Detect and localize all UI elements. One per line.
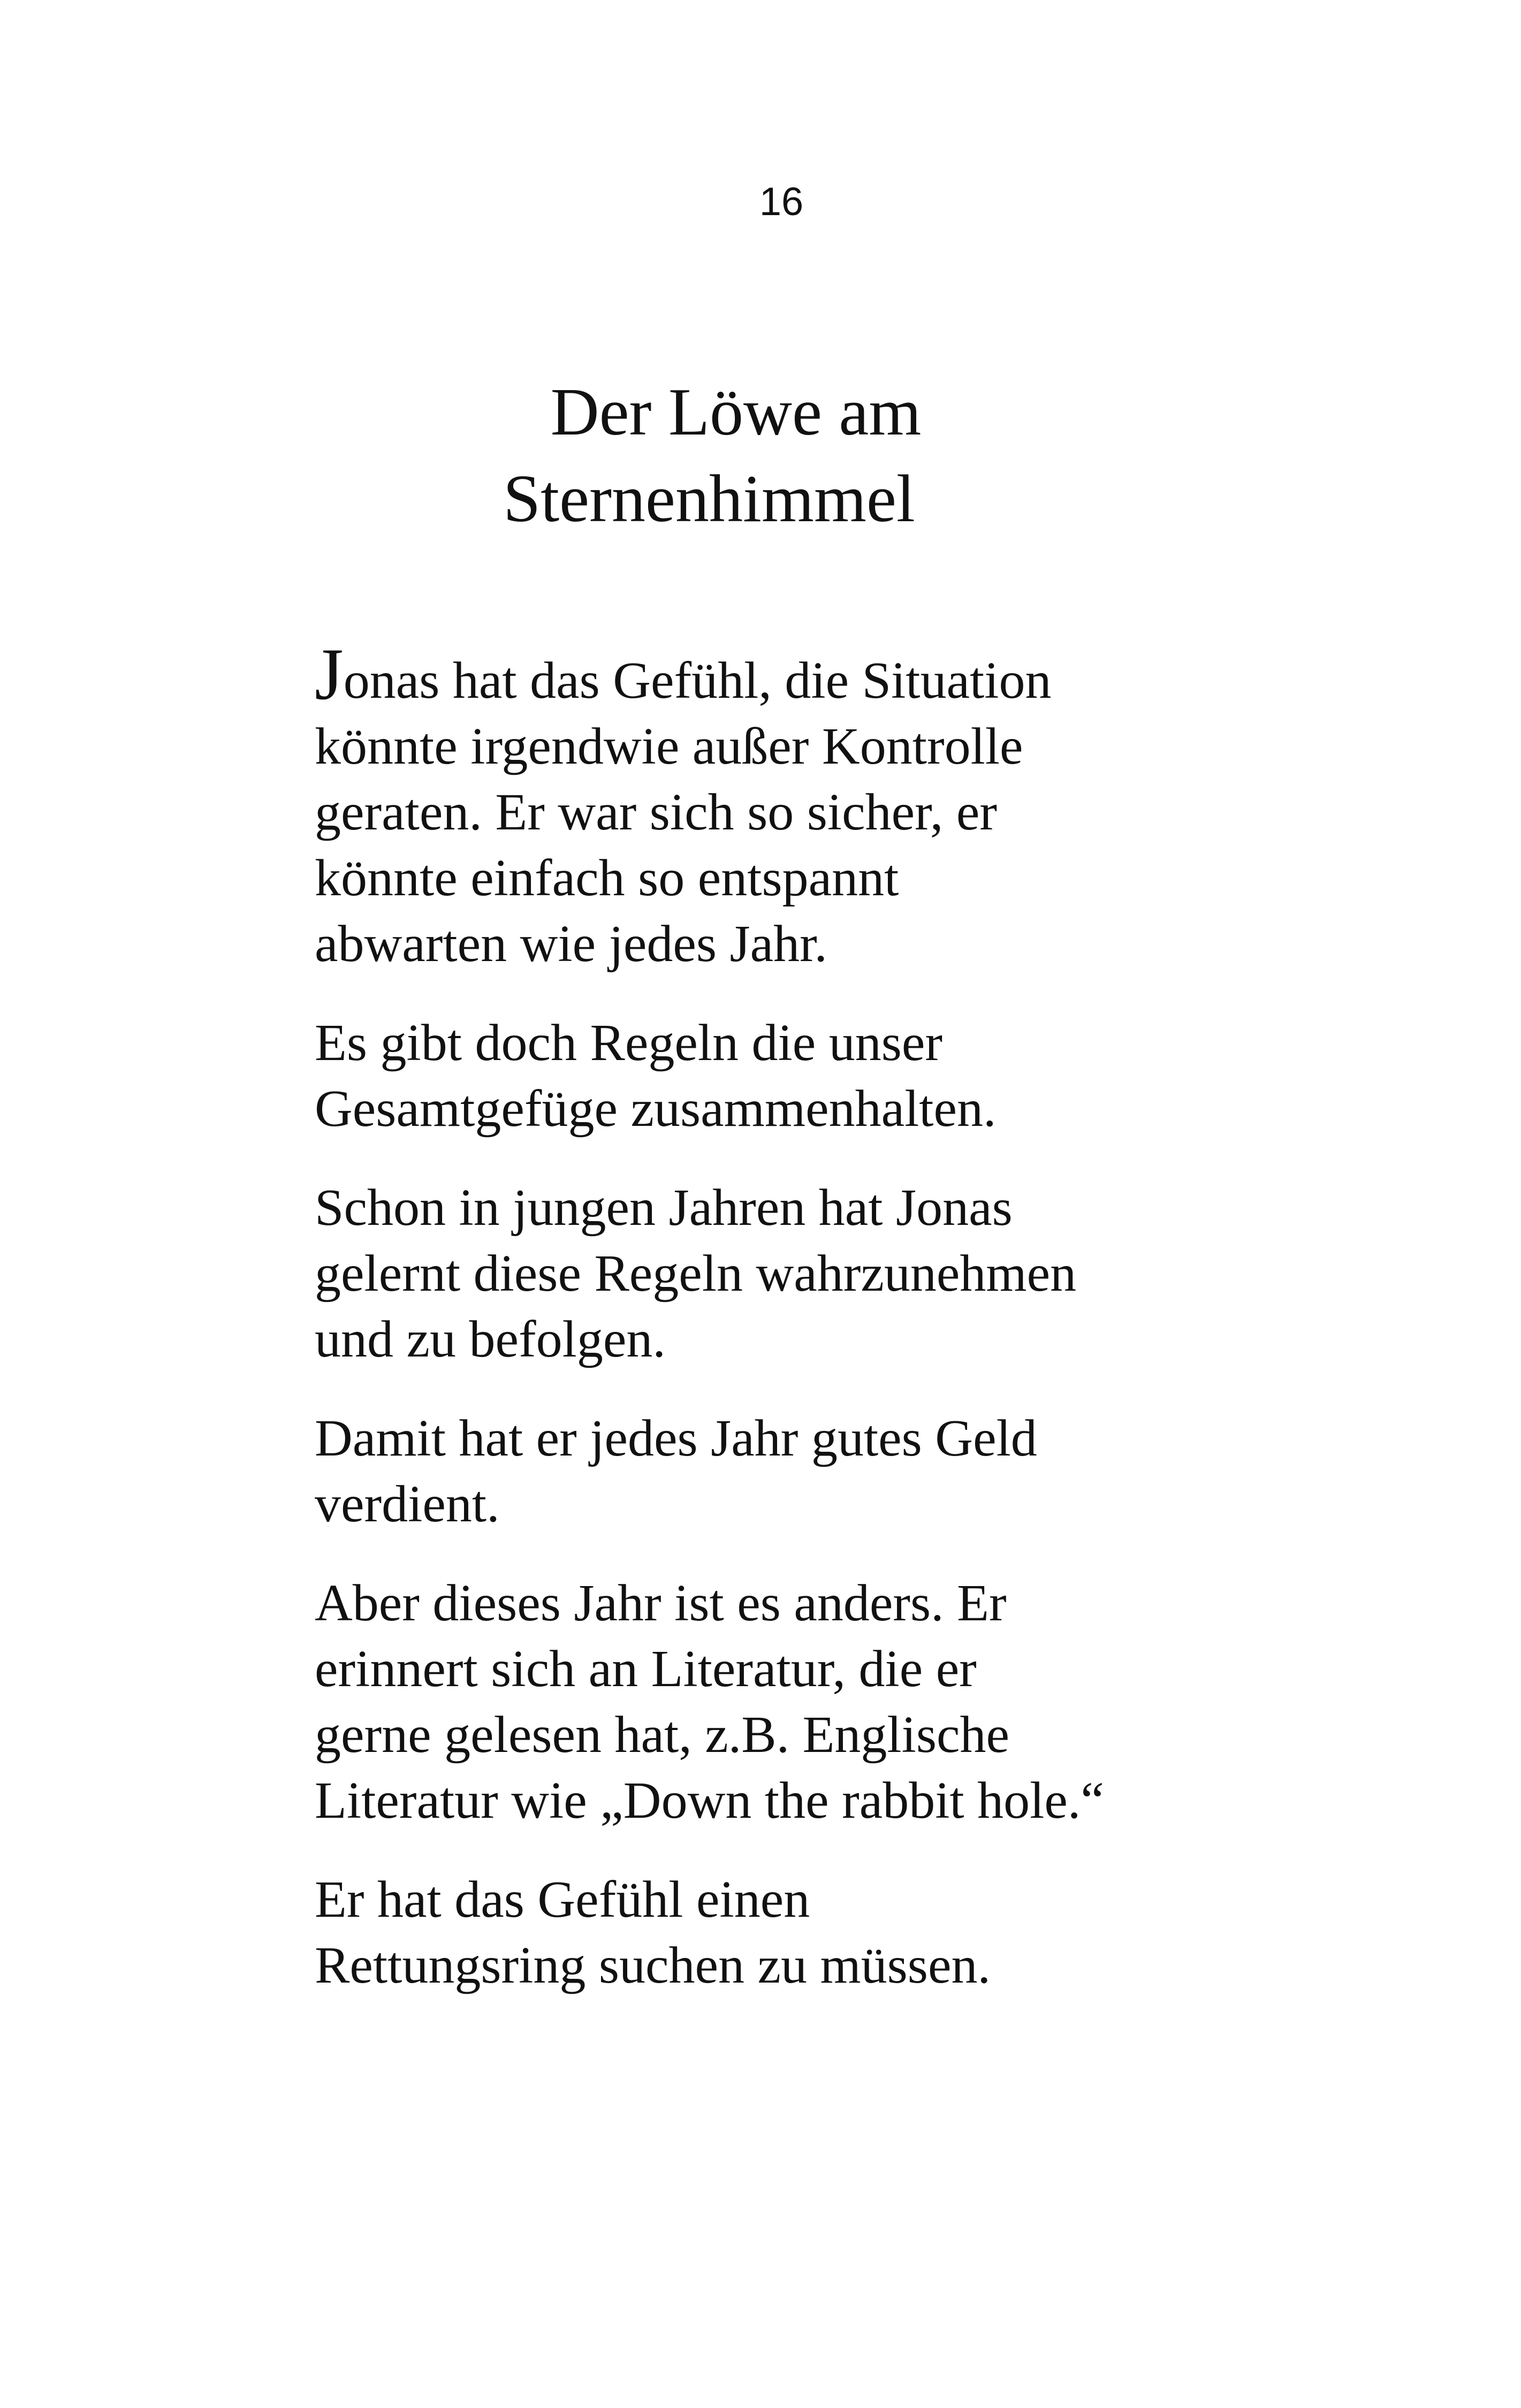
paragraph-3: Schon in jungen Jahren hat Jonas gelernt diese Regeln wahrzunehmen und zu befolgen. [315, 1179, 1077, 1368]
paragraph-1 [315, 633, 1235, 977]
page-number: 16 [759, 179, 804, 224]
chapter-title-line-2: Sternenhimmel [503, 462, 915, 536]
paragraph-6: Er hat das Gefühl einen Rettungsring suchen zu müssen. [315, 1871, 991, 1994]
drop-cap: J [315, 633, 344, 715]
chapter-title [0, 369, 1445, 543]
paragraph-4: Damit hat er jedes Jahr gutes Geld verdient. [315, 1409, 1037, 1533]
paragraph-1-text: onas hat das Gefühl, die Situation könnte irgendwie außer Kontrolle geraten. Er war sich so sicher, er könnte einfach so entspannt abwarten wie jedes Jahr. [315, 652, 1052, 973]
paragraph-5: Aber dieses Jahr ist es anders. Er erinnert sich an Literatur, die er gerne gelesen hat, z.B. Englische Literatur wie „Down the rabbit hole.“ [315, 1574, 1104, 1830]
chapter-title-line-1: Der Löwe am [550, 375, 922, 449]
chapter-body [315, 633, 1235, 2032]
paragraph-2: Es gibt doch Regeln die unser Gesamtgefüge zusammenhalten. [315, 1014, 997, 1138]
